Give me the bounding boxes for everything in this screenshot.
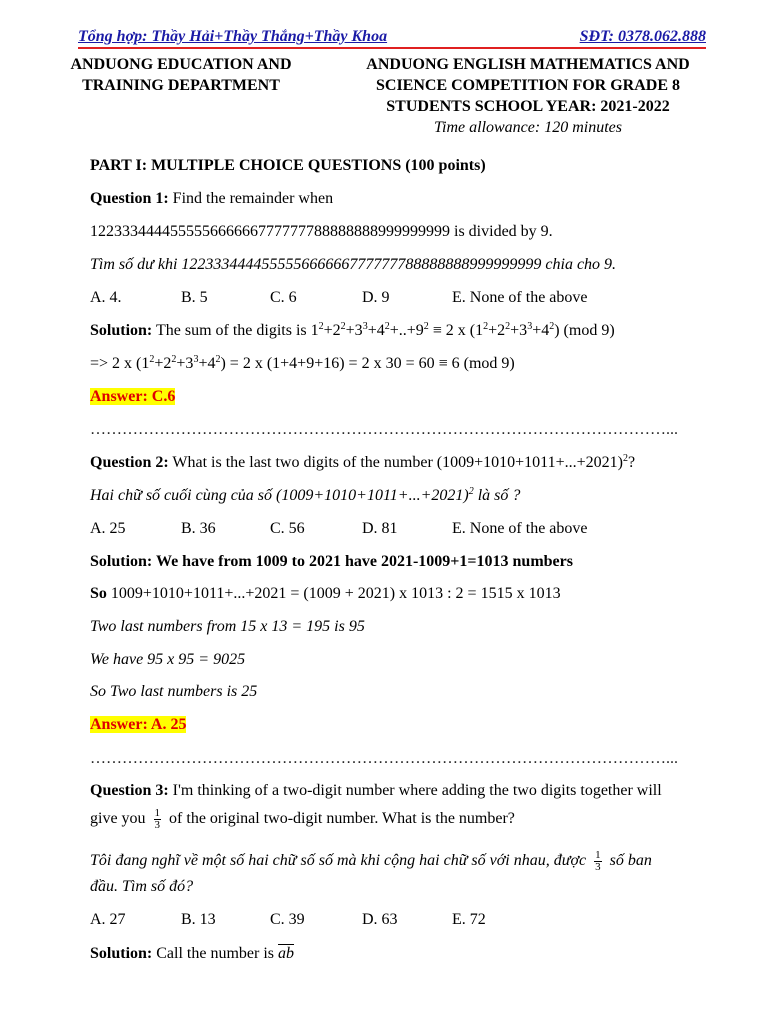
option-a: A. 25	[90, 520, 126, 537]
header-phone: SĐT: 0378.062.888	[579, 28, 706, 45]
so-label: So	[90, 585, 107, 602]
option-e: E. None of the above	[452, 289, 588, 306]
solution-text: Call the number is	[152, 945, 279, 962]
option-c: C. 39	[270, 911, 305, 928]
question-2	[90, 454, 635, 472]
part-title: PART I: MULTIPLE CHOICE QUESTIONS (100 points)	[90, 157, 486, 174]
option-e: E. 72	[452, 911, 486, 928]
question-1-number: 122333444455555666666777777788888888999999999 is divided by 9.	[90, 223, 553, 240]
separator-dots: ………………………………………………………………………………………………...	[90, 750, 678, 767]
question-3-text: of the original two-digit number. What is the number?	[169, 810, 515, 827]
exponent: 2	[215, 354, 221, 365]
question-1-text: Find the remainder when	[168, 190, 334, 207]
option-b: B. 5	[181, 289, 208, 306]
competition-title	[330, 54, 726, 138]
solution-text: ) (mod 9)	[554, 322, 615, 339]
exponent: 2	[318, 321, 324, 332]
solution-text: +3	[345, 322, 363, 339]
exponent: 2	[340, 321, 346, 332]
option-a: A. 4.	[90, 289, 122, 306]
answer-highlight: Answer: A. 25	[90, 716, 187, 733]
question-2-vietnamese	[90, 487, 520, 505]
competition-title-line1: ANDUONG ENGLISH MATHEMATICS AND	[366, 56, 690, 73]
exponent: 2	[468, 486, 474, 497]
exponent: 2	[505, 321, 511, 332]
question-2-vi-text: Hai chữ số cuối cùng của số (1009+1010+1011+...+2021)	[90, 487, 469, 504]
time-allowance: Time allowance: 120 minutes	[434, 119, 622, 136]
solution-text: => 2 x (1	[90, 355, 150, 372]
question-2-options	[90, 520, 720, 542]
question-1-vietnamese: Tìm số dư khi 122333444455555666666777777788888888999999999 chia cho 9.	[90, 256, 617, 273]
question-3-text: give you	[90, 810, 146, 827]
solution-text: +2	[488, 322, 506, 339]
solution-label: Solution:	[90, 945, 153, 962]
question-3-vietnamese	[90, 848, 652, 874]
question-2-text-end: ?	[627, 454, 636, 471]
header-rule	[78, 47, 706, 49]
question-3	[90, 782, 662, 800]
question-3-options	[90, 911, 720, 933]
question-1-solution	[90, 322, 615, 340]
question-2-vi-end: là số ?	[473, 487, 521, 504]
question-2-line4: We have 95 x 95 = 9025	[90, 651, 246, 668]
exponent: 3	[193, 354, 199, 365]
option-c: C. 6	[270, 289, 297, 306]
solution-text: +3	[510, 322, 528, 339]
question-2-so-line	[90, 585, 561, 603]
solution-text: ) = 2 x (1+4+9+16) = 2 x 30 = 60 ≡ 6 (mod 9)	[220, 355, 515, 372]
solution-text: +4	[532, 322, 550, 339]
option-d: D. 63	[362, 911, 398, 928]
fraction-one-third	[594, 850, 602, 873]
question-3-line2	[90, 806, 515, 832]
question-3-vietnamese-line2: đầu. Tìm số đó?	[90, 878, 194, 895]
exponent: 2	[622, 453, 628, 464]
exponent: 2	[149, 354, 155, 365]
question-3-text: I'm thinking of a two-digit number where adding the two digits together will	[168, 782, 662, 799]
question-2-label: Question 2:	[90, 454, 169, 471]
question-2-line5: So Two last numbers is 25	[90, 683, 258, 700]
exponent: 2	[549, 321, 555, 332]
org-department-line2: TRAINING DEPARTMENT	[82, 77, 280, 94]
org-department-line1: ANDUONG EDUCATION AND	[70, 56, 292, 73]
option-b: B. 36	[181, 520, 216, 537]
option-c: C. 56	[270, 520, 305, 537]
fraction-numerator: 1	[154, 806, 161, 819]
option-a: A. 27	[90, 911, 126, 928]
exponent: 3	[527, 321, 533, 332]
so-text: 1009+1010+1011+...+2021 = (1009 + 2021) x 1013 : 2 = 1515 x 1013	[106, 585, 561, 602]
solution-text: +4	[198, 355, 216, 372]
number-ab: $\overline{ab}$	[278, 945, 295, 962]
option-d: D. 81	[362, 520, 398, 537]
question-1-options	[90, 289, 720, 311]
question-2-text: What is the last two digits of the number (1009+1010+1011+...+2021)	[168, 454, 623, 471]
solution-label: Solution:	[90, 322, 153, 339]
separator-dots: ………………………………………………………………………………………………...	[90, 421, 678, 438]
fraction-numerator: 1	[595, 848, 601, 861]
solution-text: +2	[323, 322, 341, 339]
exponent: 2	[171, 354, 177, 365]
option-b: B. 13	[181, 911, 216, 928]
question-3-label: Question 3:	[90, 782, 169, 799]
question-2-answer	[90, 716, 186, 734]
fraction-one-third	[154, 808, 162, 831]
question-3-solution	[90, 945, 294, 963]
competition-title-line3: STUDENTS SCHOOL YEAR: 2021-2022	[386, 98, 670, 115]
solution-text: +2	[154, 355, 172, 372]
question-1-label: Question 1:	[90, 190, 169, 207]
question-2-solution: Solution: We have from 1009 to 2021 have 2021-1009+1=1013 numbers	[90, 553, 573, 570]
question-1-answer	[90, 388, 175, 406]
header-authors: Tổng hợp: Thầy Hải+Thầy Thắng+Thầy Khoa	[78, 28, 388, 45]
exponent: 2	[384, 321, 390, 332]
solution-text: +3	[176, 355, 194, 372]
exponent: 2	[423, 321, 429, 332]
org-department	[52, 54, 310, 96]
question-1	[90, 190, 333, 208]
solution-text: +..+9	[389, 322, 424, 339]
option-d: D. 9	[362, 289, 390, 306]
exponent: 3	[362, 321, 368, 332]
question-1-solution-line2	[90, 355, 515, 373]
solution-text: The sum of the digits is 1	[152, 322, 319, 339]
competition-title-line2: SCIENCE COMPETITION FOR GRADE 8	[375, 77, 681, 94]
exponent: 2	[483, 321, 489, 332]
solution-text: +4	[367, 322, 385, 339]
question-2-line3: Two last numbers from 15 x 13 = 195 is 95	[90, 618, 365, 635]
fraction-denominator: 3	[154, 818, 161, 831]
option-e: E. None of the above	[452, 520, 588, 537]
fraction-denominator: 3	[595, 860, 601, 873]
question-3-vi-text: số ban	[609, 852, 652, 869]
solution-text: ≡ 2 x (1	[428, 322, 484, 339]
question-3-vi-text: Tôi đang nghĩ về một số hai chữ số số mà khi cộng hai chữ số với nhau, được	[90, 852, 587, 869]
answer-highlight: Answer: C.6	[90, 388, 176, 405]
